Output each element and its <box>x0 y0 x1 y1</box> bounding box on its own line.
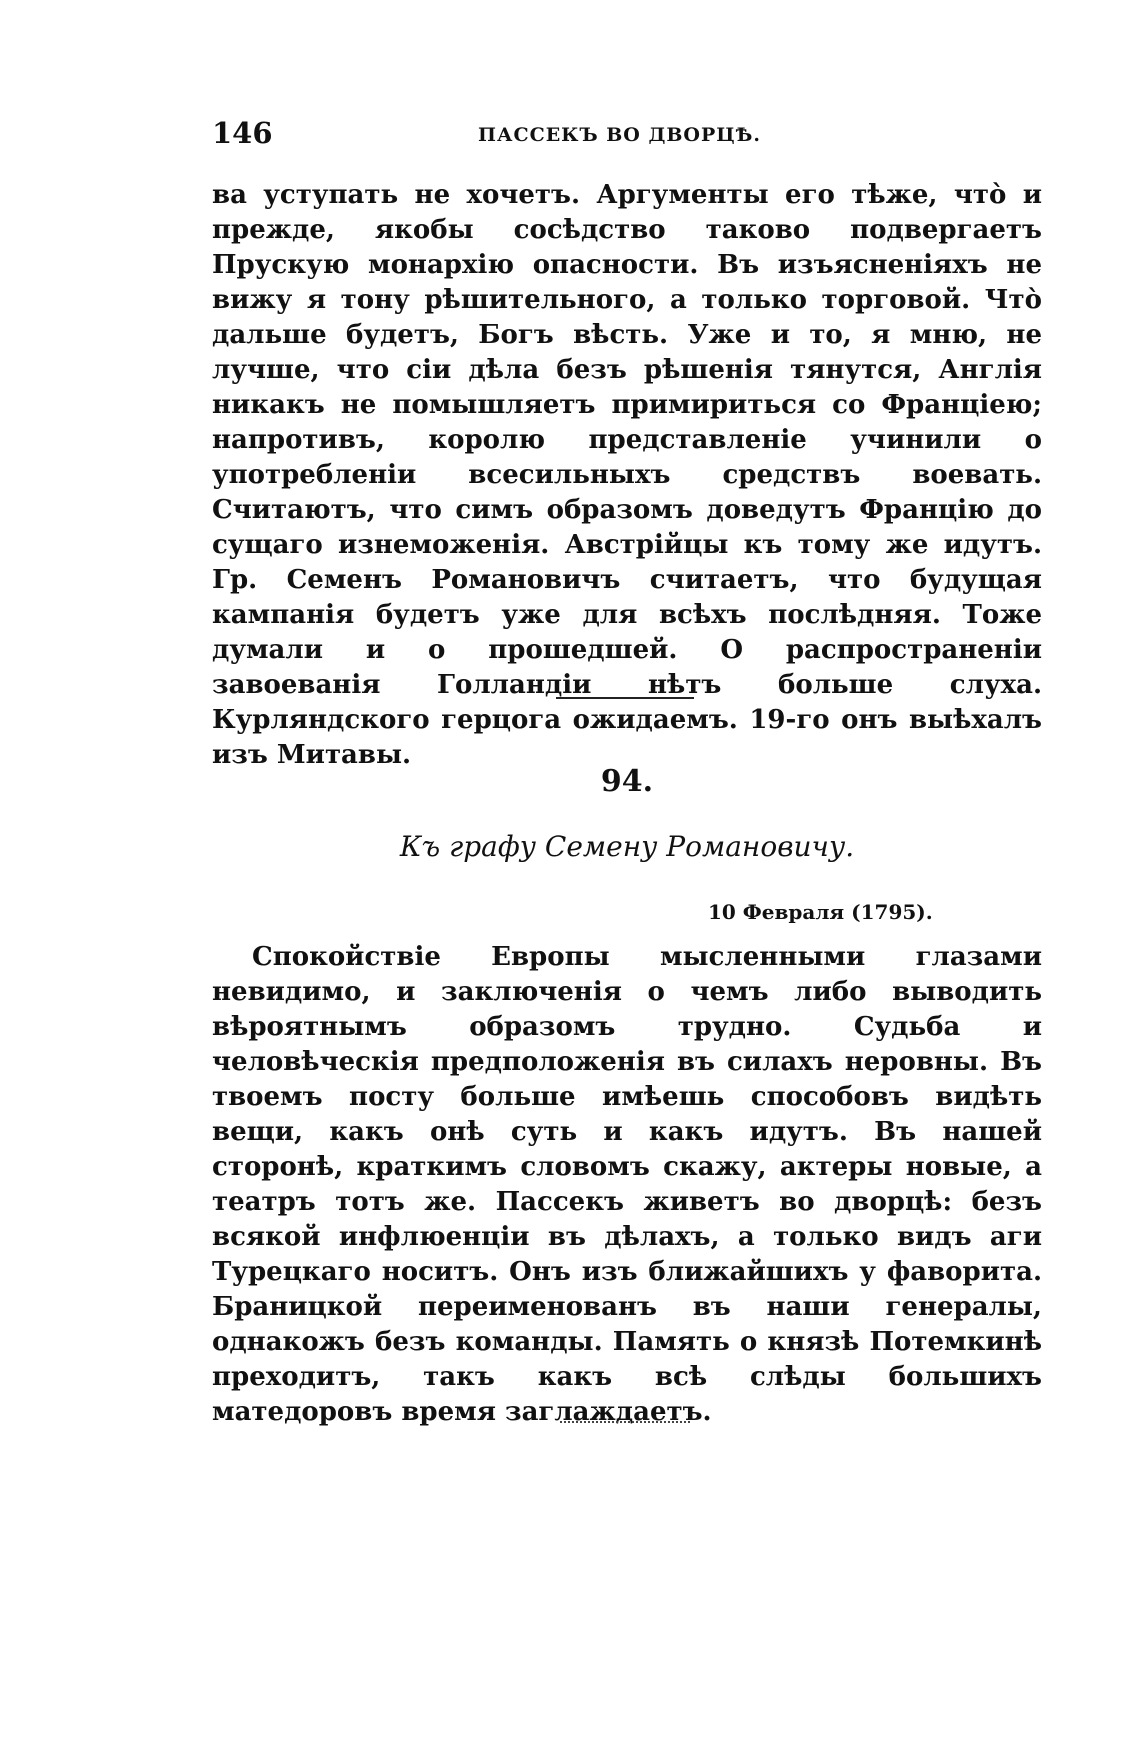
page-number: 146 <box>212 116 273 150</box>
letter-body-paragraph: Спокойствіе Европы мысленными глазами невидимо, и заключенія о чемъ либо выводить вѣроятнымъ образомъ трудно. Судьба и человѣческія предположенія въ силахъ неровны. Въ твоемъ посту больше имѣешь способовъ видѣть вещи, какъ онѣ суть и какъ идутъ. Въ нашей сторонѣ, краткимъ словомъ скажу, актеры новые, а театръ тотъ же. Пассекъ живетъ во дворцѣ: безъ всякой инфлюенціи въ дѣлахъ, а только видъ аги Турецкаго носитъ. Онъ изъ ближайшихъ у фаворита. Браницкой переименованъ въ наши генералы, однакожъ безъ команды. Память о князѣ Потемкинѣ преходитъ, такъ какъ всѣ слѣды большихъ матедоровъ время заглаждаетъ. <box>212 942 1042 1427</box>
letter-date: 10 Февраля (1795). <box>708 900 933 924</box>
letter-number: 94. <box>600 764 654 799</box>
continuation-paragraph: ва уступать не хочетъ. Аргументы его тѣже, чтò и прежде, якобы сосѣдство таково подвергаетъ Прускую монархію опасности. Въ изъясненіяхъ не вижу я тону рѣшительного, а только торговой. Чтò дальше будетъ, Богъ вѣсть. Уже и то, я мню, не лучше, что сіи дѣла безъ рѣшенія тянутся, Англія никакъ не помышляетъ примириться со Франціею; напротивъ, королю представленіе учинили о употребленіи всесильныхъ средствъ воевать. Считаютъ, что симъ образомъ доведутъ Францію до сущаго изнеможенія. Австрійцы къ тому же идутъ. Гр. Семенъ Романовичъ считаетъ, что будущая кампанія будетъ уже для всѣхъ послѣдняя. Тоже думали и о прошедшей. О распространеніи завоеванія Голландіи нѣтъ больше слуха. Курляндского герцога ожидаемъ. 19-го онъ выѣхалъ изъ Митавы. <box>212 180 1042 770</box>
letter-addressee: Къ графу Семену Романовичу. <box>399 830 855 863</box>
page-header <box>212 116 1027 156</box>
running-title: ПАССЕКЪ ВО ДВОРЦѢ. <box>478 124 761 146</box>
end-divider <box>560 1421 690 1423</box>
section-divider <box>556 697 694 699</box>
